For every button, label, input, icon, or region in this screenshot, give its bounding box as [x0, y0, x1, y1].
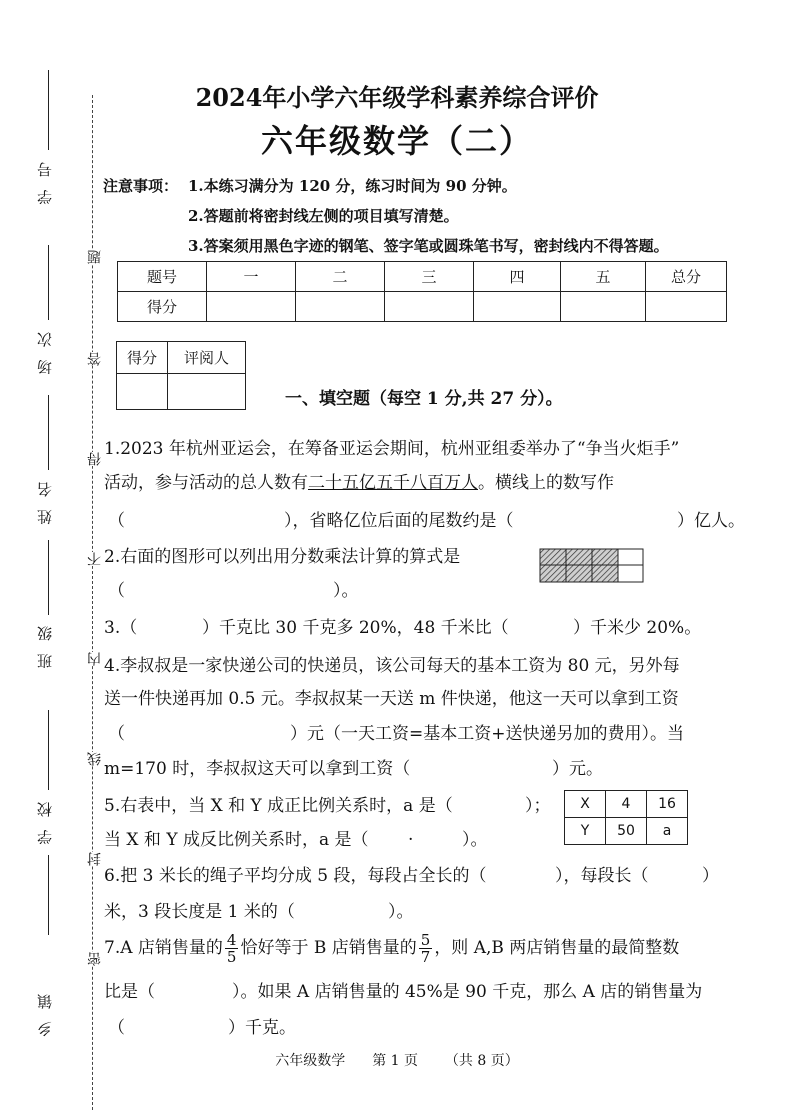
seal-char: 得: [87, 452, 103, 466]
footer-page: 第 1 页: [372, 1053, 418, 1069]
score-cell[interactable]: [385, 292, 474, 322]
seal-char: 答: [87, 352, 103, 366]
score-table-header-label: 题号: [118, 262, 207, 292]
q2-blank-close: ）。: [333, 581, 359, 601]
q7-text: 7.A 店销售量的: [104, 938, 223, 958]
xy-cell: 16: [647, 791, 688, 818]
field-line-name[interactable]: [48, 395, 49, 470]
q6-line1: 6.把 3 米长的绳子平均分成 5 段，每段占全长的（: [104, 866, 487, 886]
score-table-header: 四: [474, 262, 561, 292]
q1-underlined-number: 二十五亿五千八百万人: [308, 473, 478, 493]
seal-char: 线: [87, 752, 103, 766]
q6-line1-middle: ），每段长（: [555, 866, 649, 886]
q4-line1: 4.李叔叔是一家快递公司的快递员，该公司每天的基本工资为 80 元，另外每: [104, 656, 680, 676]
q2-blank-open: （: [108, 581, 125, 601]
label-student-id: 学 号: [36, 158, 54, 205]
score-table-header: 五: [561, 262, 646, 292]
q3-middle: ）千克比 30 千克多 20%，48 千米比（: [202, 618, 509, 638]
q5-line1: 5.右表中，当 X 和 Y 成正比例关系时，a 是（: [104, 796, 453, 816]
xy-cell: 4: [606, 791, 647, 818]
fraction-numerator: 4: [226, 931, 237, 949]
q4-line4: m=170 时，李叔叔这天可以拿到工资（: [104, 759, 411, 779]
q7-line3-start: （: [108, 1018, 125, 1038]
label-session: 场 次: [36, 328, 54, 375]
score-table-header: 三: [385, 262, 474, 292]
q7-line2: ）。如果 A 店销售量的 45%是 90 千克，那么 A 店的销售量为: [232, 982, 703, 1002]
q1-line1: 1.2023 年杭州亚运会，在筹备亚运会期间，杭州亚组委举办了“争当火炬手”: [104, 439, 680, 459]
q7-text: 恰好等于 B 店销售量的: [240, 938, 417, 958]
exam-title: 2024年小学六年级学科素养综合评价: [195, 83, 599, 112]
q3-start: 3.（: [104, 618, 138, 638]
q7-line1: [104, 932, 679, 965]
xy-cell: Y: [565, 818, 606, 845]
label-class: 班 级: [36, 622, 54, 669]
fraction-denominator: 7: [420, 948, 431, 966]
xy-cell: X: [565, 791, 606, 818]
q1-line3-end: ）亿人。: [677, 511, 745, 531]
seal-char: 内: [87, 652, 103, 666]
footer-total: （共 8 页）: [444, 1053, 519, 1069]
q6-line2: 米，3 段长度是 1 米的（: [104, 902, 295, 922]
fraction-5-7: [419, 932, 433, 965]
score-cell[interactable]: [646, 292, 727, 322]
notice-item-1: 1.本练习满分为 120 分，练习时间为 90 分钟。: [188, 177, 517, 195]
score-cell[interactable]: [474, 292, 561, 322]
fraction-denominator: 5: [226, 948, 237, 966]
q5-line2: 当 X 和 Y 成反比例关系时，a 是（: [104, 830, 369, 850]
q5-line2-dot: .: [408, 825, 414, 845]
field-line-school[interactable]: [48, 710, 49, 790]
grader-box-score-label: 得分: [117, 342, 168, 374]
grader-name-cell[interactable]: [168, 374, 246, 410]
q6-line2-end: ）。: [388, 902, 414, 922]
score-table: [117, 261, 727, 322]
xy-cell: a: [647, 818, 688, 845]
q6-line1-end: ）: [702, 866, 719, 886]
score-cell[interactable]: [207, 292, 296, 322]
score-cell[interactable]: [296, 292, 385, 322]
label-town: 乡 镇: [36, 990, 54, 1037]
q5-line2-end: ）。: [462, 830, 488, 850]
fraction-grid-figure: [539, 548, 645, 584]
q1-text: 活动，参与活动的总人数有: [104, 473, 308, 493]
score-cell[interactable]: [561, 292, 646, 322]
field-line-town[interactable]: [48, 855, 49, 935]
seal-char: 封: [87, 852, 103, 866]
q4-line3: ）元（一天工资=基本工资+送快递另加的费用）。当: [290, 724, 684, 744]
score-table-header: 二: [296, 262, 385, 292]
q4-blank-open: （: [108, 724, 125, 744]
label-school: 学 校: [36, 798, 54, 845]
q1-blank-a-open: （: [108, 511, 125, 531]
fraction-4-5: [225, 932, 239, 965]
notice-item-3: 3.答案须用黑色字迹的钢笔、签字笔或圆珠笔书写，密封线内不得答题。: [188, 237, 669, 255]
q2-line1: 2.右面的图形可以列出用分数乘法计算的算式是: [104, 547, 461, 567]
label-name: 姓 名: [36, 478, 54, 525]
fraction-numerator: 5: [420, 931, 431, 949]
seal-char: 不: [87, 552, 103, 566]
grader-score-cell[interactable]: [117, 374, 168, 410]
seal-char: 题: [87, 250, 103, 264]
q4-line4-end: ）元。: [552, 759, 603, 779]
seal-char: 密: [87, 952, 103, 966]
field-line-session[interactable]: [48, 245, 49, 320]
q4-line2: 送一件快递再加 0.5 元。李叔叔某一天送 m 件快递，他这一天可以拿到工资: [104, 689, 679, 709]
q1-line3: ），省略亿位后面的尾数约是（: [284, 511, 514, 531]
page-footer: [0, 1050, 794, 1070]
xy-cell: 50: [606, 818, 647, 845]
q1-line2: [104, 468, 614, 493]
score-table-header: 一: [207, 262, 296, 292]
grader-box-grader-label: 评阅人: [168, 342, 246, 374]
score-table-row-label: 得分: [118, 292, 207, 322]
section-title: 一、填空题（每空 1 分,共 27 分）。: [285, 389, 563, 409]
grader-box: [116, 341, 246, 410]
exam-subtitle: 六年级数学（二）: [260, 122, 533, 160]
notice-label: 注意事项：: [103, 177, 179, 195]
q7-line3-end: ）千克。: [228, 1018, 296, 1038]
q7-text: ，则 A,B 两店销售量的最简整数: [434, 938, 680, 958]
score-table-header: 总分: [646, 262, 727, 292]
notice-item-2: 2.答题前将密封线左侧的项目填写清楚。: [188, 207, 459, 225]
q1-text: 。横线上的数写作: [478, 473, 614, 493]
footer-subject: 六年级数学: [275, 1053, 346, 1069]
q5-line1-end: ）；: [525, 796, 551, 816]
q7-line2-start: 比是（: [104, 982, 155, 1002]
xy-table: [564, 790, 688, 845]
q3-end: ）千米少 20%。: [573, 618, 702, 638]
field-line-class[interactable]: [48, 540, 49, 615]
